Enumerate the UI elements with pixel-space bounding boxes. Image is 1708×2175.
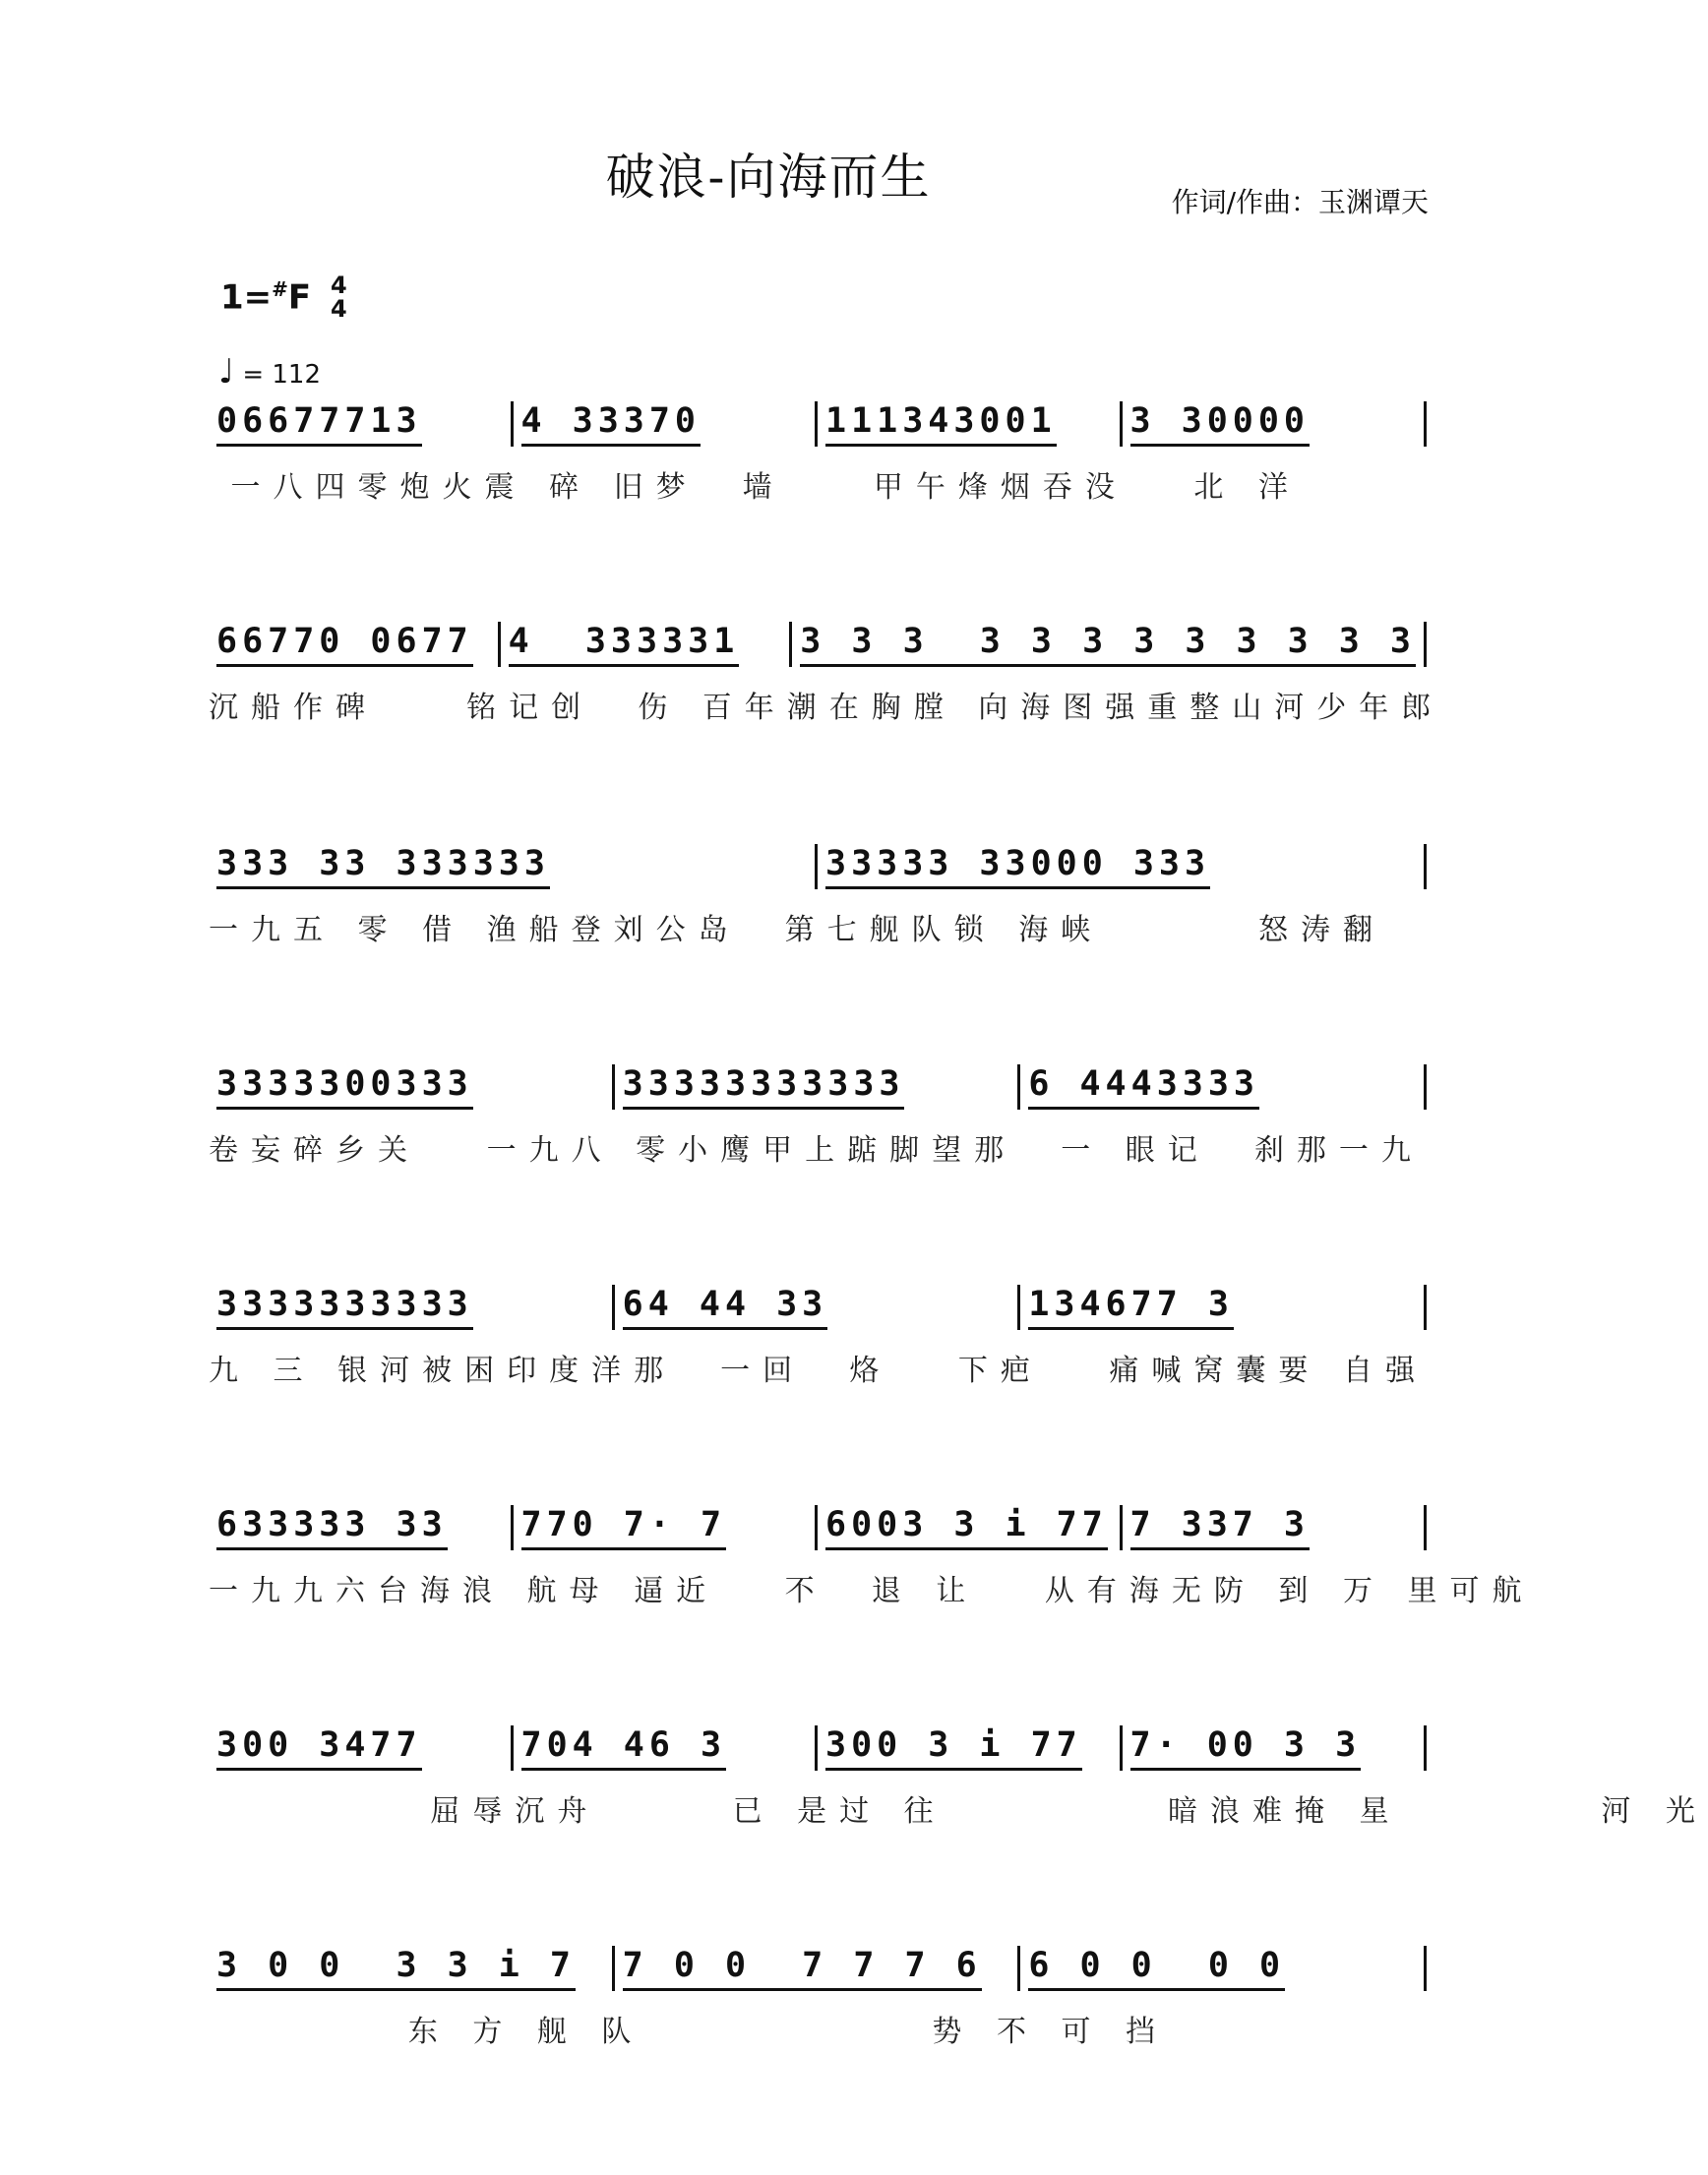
score-system — [209, 1064, 1427, 1123]
measure-notes: 66770 0677 — [216, 622, 473, 667]
measure — [1123, 1505, 1428, 1550]
measure-notes: 33333 33000 333 — [825, 844, 1210, 889]
measure — [514, 401, 819, 447]
measure-notes: 4 33370 — [521, 401, 702, 447]
measure — [1123, 401, 1428, 447]
score-system — [209, 1946, 1427, 2005]
lyrics-line: 九 三 银河被困印度洋那 一回 烙 下疤 痛喊窝囊要 自强 — [209, 1354, 1428, 1388]
measure — [209, 844, 818, 889]
measure-notes: 633333 33 — [216, 1505, 448, 1550]
measure-notes: 06677713 — [216, 401, 422, 447]
measure — [1020, 1064, 1427, 1110]
measure-notes: 111343001 — [825, 401, 1057, 447]
measure — [209, 622, 501, 667]
score-system — [209, 1725, 1427, 1784]
measure — [1123, 1725, 1428, 1771]
measure — [209, 1064, 615, 1110]
measure-notes: 7· 00 3 3 — [1130, 1725, 1362, 1771]
score-system — [209, 844, 1427, 903]
measure — [818, 401, 1123, 447]
score-system — [209, 622, 1427, 681]
score-system — [209, 1505, 1427, 1564]
measure-notes: 300 3477 — [216, 1725, 422, 1771]
measure — [209, 1505, 514, 1550]
time-signature: 4 4 — [331, 272, 347, 323]
lyrics-line: 一八四零炮火震 碎 旧梦 墙 甲午烽烟吞没 北 洋 — [209, 470, 1301, 505]
measure-notes: 3 30000 — [1130, 401, 1311, 447]
page-title: 破浪-向海而生 — [605, 149, 932, 206]
measure-notes: 4 333331 — [509, 622, 740, 667]
lyrics-line: 屈辱沉舟 已 是过 往 暗浪难掩 星 河 光 — [209, 1794, 1708, 1829]
lyrics-line: 一九五 零 借 渔船登刘公岛 第七舰队锁 海峡 怒涛翻 — [209, 913, 1385, 947]
measure-notes: 7 0 0 7 7 7 6 — [623, 1946, 982, 1991]
key-signature: 1=#F — [220, 277, 312, 318]
measure — [615, 1064, 1021, 1110]
measure — [501, 622, 793, 667]
lyrics-line: 卷妄碎乡关 一九八 零小鹰甲上踮脚望那 一 眼记 刹那一九 — [209, 1133, 1424, 1168]
measure-notes: 770 7· 7 — [521, 1505, 727, 1550]
lyrics-line: 沉船作碑 铭记创 伤 百年潮在胸膛 向海图强重整山河少年郎 — [209, 691, 1444, 725]
tempo-marking: ♩ = 112 — [218, 352, 321, 392]
measure — [1020, 1285, 1427, 1330]
measure — [1020, 1946, 1427, 1991]
measure-notes: 33333333333 — [623, 1064, 905, 1110]
measure-notes: 6 4443333 — [1028, 1064, 1259, 1110]
measure — [514, 1725, 819, 1771]
measure-notes: 6003 3 i 77 — [825, 1505, 1108, 1550]
quarter-note-icon: ♩ — [218, 352, 235, 392]
measure — [792, 622, 1427, 667]
lyrics-line: 东 方 舰 队 势 不 可 挡 — [209, 2015, 1169, 2049]
measure — [818, 1505, 1123, 1550]
measure-notes: 704 46 3 — [521, 1725, 727, 1771]
measure-notes: 134677 3 — [1028, 1285, 1234, 1330]
measure — [209, 1285, 615, 1330]
measure — [615, 1285, 1021, 1330]
measure-notes: 3333300333 — [216, 1064, 473, 1110]
measure — [514, 1505, 819, 1550]
composer-credit: 作词/作曲：玉渊谭天 — [1171, 186, 1429, 218]
measure-notes: 3 0 0 3 3 i 7 — [216, 1946, 576, 1991]
measure-notes: 64 44 33 — [623, 1285, 828, 1330]
measure-notes: 3333333333 — [216, 1285, 473, 1330]
measure-notes: 7 337 3 — [1130, 1505, 1311, 1550]
score-system — [209, 401, 1427, 460]
measure-notes: 300 3 i 77 — [825, 1725, 1082, 1771]
measure — [818, 844, 1427, 889]
measure-notes: 333 33 333333 — [216, 844, 550, 889]
measure-notes: 6 0 0 0 0 — [1028, 1946, 1285, 1991]
score-system — [209, 1285, 1427, 1344]
measure — [209, 401, 514, 447]
measure — [209, 1946, 615, 1991]
measure-notes: 3 3 3 3 3 3 3 3 3 3 3 3 — [800, 622, 1416, 667]
measure — [818, 1725, 1123, 1771]
lyrics-line: 一九九六台海浪 航母 逼近 不 退 让 从有海无防 到 万 里可航 — [209, 1574, 1535, 1608]
measure — [209, 1725, 514, 1771]
measure — [615, 1946, 1021, 1991]
